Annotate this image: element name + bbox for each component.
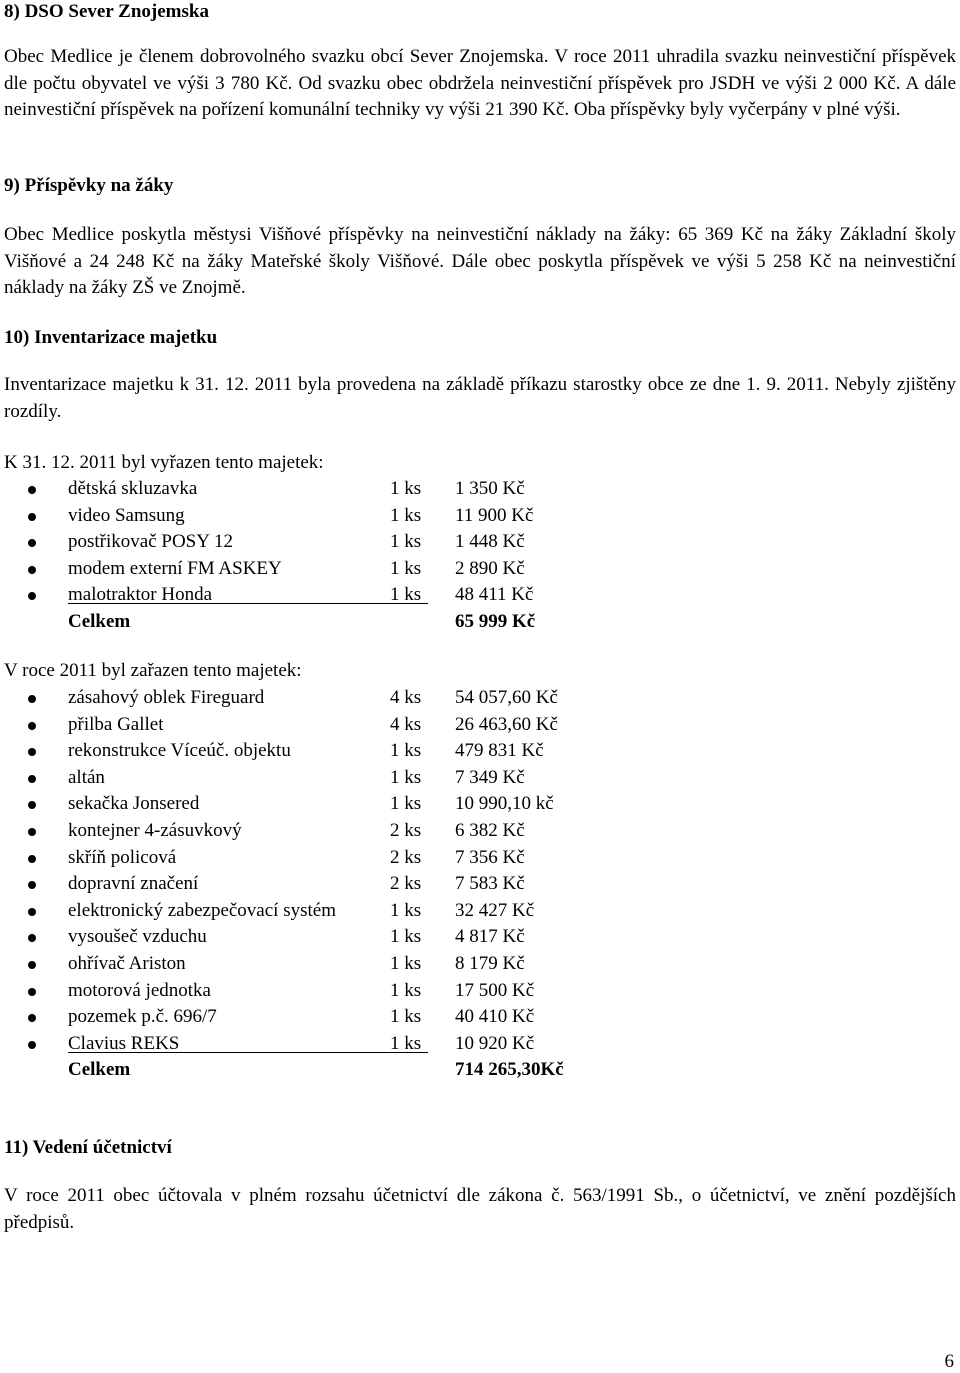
total-price: 65 999 Kč — [455, 610, 536, 632]
list-item — [0, 924, 620, 951]
list-item — [0, 978, 620, 1005]
item-name: elektronický zabezpečovací systém — [68, 899, 336, 921]
removed-intro-text: K 31. 12. 2011 byl vyřazen tento majetek: — [4, 452, 324, 473]
page-number: 6 — [944, 1351, 954, 1372]
item-qty: 2 ks — [390, 846, 422, 868]
item-name: dětská skluzavka — [68, 478, 198, 499]
section-8-heading: 8) DSO Sever Znojemska — [4, 1, 209, 22]
item-price: 26 463,60 Kč — [455, 713, 558, 735]
item-name: ohřívač Ariston — [68, 952, 186, 974]
bullet-icon — [28, 828, 36, 836]
item-price: 11 900 Kč — [455, 504, 534, 526]
item-name: dopravní značení — [68, 873, 199, 895]
list-item — [0, 529, 620, 556]
item-qty: 1 ks — [390, 1032, 422, 1054]
added-intro — [4, 658, 956, 685]
item-qty: 4 ks — [390, 687, 422, 708]
item-name: vysoušeč vzduchu — [68, 926, 207, 948]
section-9-paragraph: Obec Medlice poskytla městysi Višňové příspěvky na neinvestiční náklady na žáky: 65 369 Kč na žáky Základní školy Višňové a 24 248 Kč na žáky Mateřské školy Višňové. Dále obec poskytla příspěvek ve výši 5 258 Kč na neinvestiční náklady na žáky ZŠ ve Znojmě. — [4, 224, 956, 298]
item-qty: 4 ks — [390, 713, 422, 735]
bullet-icon — [28, 748, 36, 756]
list-item — [0, 871, 620, 898]
section-10-heading: 10) Inventarizace majetku — [4, 327, 218, 348]
item-qty: 1 ks — [390, 926, 422, 948]
list-item — [0, 845, 620, 872]
item-price: 6 382 Kč — [455, 819, 525, 841]
item-price: 7 349 Kč — [455, 766, 525, 788]
list-item — [0, 818, 620, 845]
list-item — [0, 503, 620, 530]
item-qty: 2 ks — [390, 819, 422, 841]
section-8 — [4, 0, 956, 24]
item-price: 10 990,10 kč — [455, 793, 554, 815]
item-name: modem externí FM ASKEY — [68, 557, 282, 579]
item-price: 17 500 Kč — [455, 979, 535, 1001]
item-qty: 2 ks — [390, 873, 422, 895]
bullet-icon — [28, 855, 36, 863]
list-item — [0, 898, 620, 925]
section-11-heading: 11) Vedení účetnictví — [4, 1137, 172, 1158]
item-qty: 1 ks — [390, 952, 422, 974]
section-11-paragraph: V roce 2011 obec účtovala v plném rozsahu účetnictví dle zákona č. 563/1991 Sb., o účetnictví, ve znění pozdějších předpisů. — [4, 1185, 956, 1233]
list-item — [0, 1031, 620, 1058]
item-name: přilba Gallet — [68, 713, 164, 735]
item-name: sekačka Jonsered — [68, 793, 200, 815]
item-name: altán — [68, 766, 105, 788]
item-price: 4 817 Kč — [455, 926, 525, 948]
bullet-icon — [28, 539, 36, 547]
added-intro-text: V roce 2011 byl zařazen tento majetek: — [4, 660, 302, 681]
item-price: 479 831 Kč — [455, 740, 544, 762]
item-qty: 1 ks — [390, 793, 422, 815]
list-item — [0, 476, 620, 503]
item-name: rekonstrukce Víceúč. objektu — [68, 740, 291, 762]
bullet-icon — [28, 988, 36, 996]
item-qty: 1 ks — [390, 478, 422, 499]
section-9-heading: 9) Příspěvky na žáky — [4, 175, 174, 196]
list-item — [0, 582, 620, 609]
section-11-body — [4, 1183, 956, 1236]
item-qty: 1 ks — [390, 1006, 422, 1028]
item-name: malotraktor Honda — [68, 584, 213, 606]
item-name: Clavius REKS — [68, 1032, 180, 1054]
list-item — [0, 712, 620, 739]
item-price: 1 448 Kč — [455, 531, 525, 553]
list-item — [0, 556, 620, 583]
bullet-icon — [28, 695, 36, 703]
sum-underline — [68, 1052, 428, 1053]
bullet-icon — [28, 513, 36, 521]
item-qty: 1 ks — [390, 531, 422, 553]
section-8-body — [4, 44, 956, 124]
section-10 — [4, 326, 956, 350]
total-row — [0, 1057, 620, 1084]
section-10-body — [4, 372, 956, 425]
item-name: postřikovač POSY 12 — [68, 531, 234, 553]
item-name: kontejner 4-zásuvkový — [68, 819, 242, 841]
item-name: motorová jednotka — [68, 979, 211, 1001]
total-label: Celkem — [68, 1059, 131, 1081]
bullet-icon — [28, 566, 36, 574]
bullet-icon — [28, 775, 36, 783]
item-qty: 1 ks — [390, 740, 422, 762]
item-price: 40 410 Kč — [455, 1006, 535, 1028]
list-item — [0, 685, 620, 712]
list-item — [0, 951, 620, 978]
item-qty: 1 ks — [390, 584, 422, 606]
item-qty: 1 ks — [390, 504, 422, 526]
bullet-icon — [28, 881, 36, 889]
section-9-body — [4, 222, 956, 302]
item-price: 54 057,60 Kč — [455, 687, 558, 708]
section-8-paragraph: Obec Medlice je členem dobrovolného svazku obcí Sever Znojemska. V roce 2011 uhradila svazku neinvestiční příspěvek dle počtu obyvatel ve výši 3 780 Kč. Od svazku obec obdržela neinvestiční příspěvek pro JSDH ve výši 2 000 Kč. A dále neinvestiční příspěvek na pořízení komunální techniky vy výši 21 390 Kč. Oba příspěvky byly vyčerpány v plné výši. — [4, 46, 956, 120]
item-price: 2 890 Kč — [455, 557, 525, 579]
item-qty: 1 ks — [390, 766, 422, 788]
list-item — [0, 791, 620, 818]
bullet-icon — [28, 1041, 36, 1049]
item-qty: 1 ks — [390, 557, 422, 579]
removed-intro — [4, 450, 956, 477]
total-row — [0, 609, 620, 636]
section-10-paragraph: Inventarizace majetku k 31. 12. 2011 byla provedena na základě příkazu starostky obce ze dne 1. 9. 2011. Nebyly zjištěny rozdíly. — [4, 374, 956, 422]
item-name: skříň policová — [68, 846, 177, 868]
section-9 — [4, 174, 956, 198]
item-price: 48 411 Kč — [455, 584, 534, 606]
total-price: 714 265,30Kč — [455, 1059, 564, 1081]
bullet-icon — [28, 908, 36, 916]
sum-underline — [68, 603, 428, 604]
section-11 — [4, 1136, 956, 1160]
bullet-icon — [28, 1014, 36, 1022]
item-price: 32 427 Kč — [455, 899, 535, 921]
bullet-icon — [28, 801, 36, 809]
item-name: video Samsung — [68, 504, 185, 526]
bullet-icon — [28, 961, 36, 969]
list-item — [0, 765, 620, 792]
item-qty: 1 ks — [390, 899, 422, 921]
added-assets-list — [0, 685, 620, 1084]
item-name: zásahový oblek Fireguard — [68, 687, 265, 708]
bullet-icon — [28, 934, 36, 942]
removed-assets-list — [0, 476, 620, 636]
bullet-icon — [28, 592, 36, 600]
item-price: 7 356 Kč — [455, 846, 525, 868]
item-price: 8 179 Kč — [455, 952, 525, 974]
bullet-icon — [28, 722, 36, 730]
total-label: Celkem — [68, 610, 131, 632]
item-name: pozemek p.č. 696/7 — [68, 1006, 217, 1028]
item-price: 1 350 Kč — [455, 478, 525, 499]
list-item — [0, 738, 620, 765]
bullet-icon — [28, 486, 36, 494]
item-price: 10 920 Kč — [455, 1032, 535, 1054]
item-qty: 1 ks — [390, 979, 422, 1001]
list-item — [0, 1004, 620, 1031]
item-price: 7 583 Kč — [455, 873, 525, 895]
